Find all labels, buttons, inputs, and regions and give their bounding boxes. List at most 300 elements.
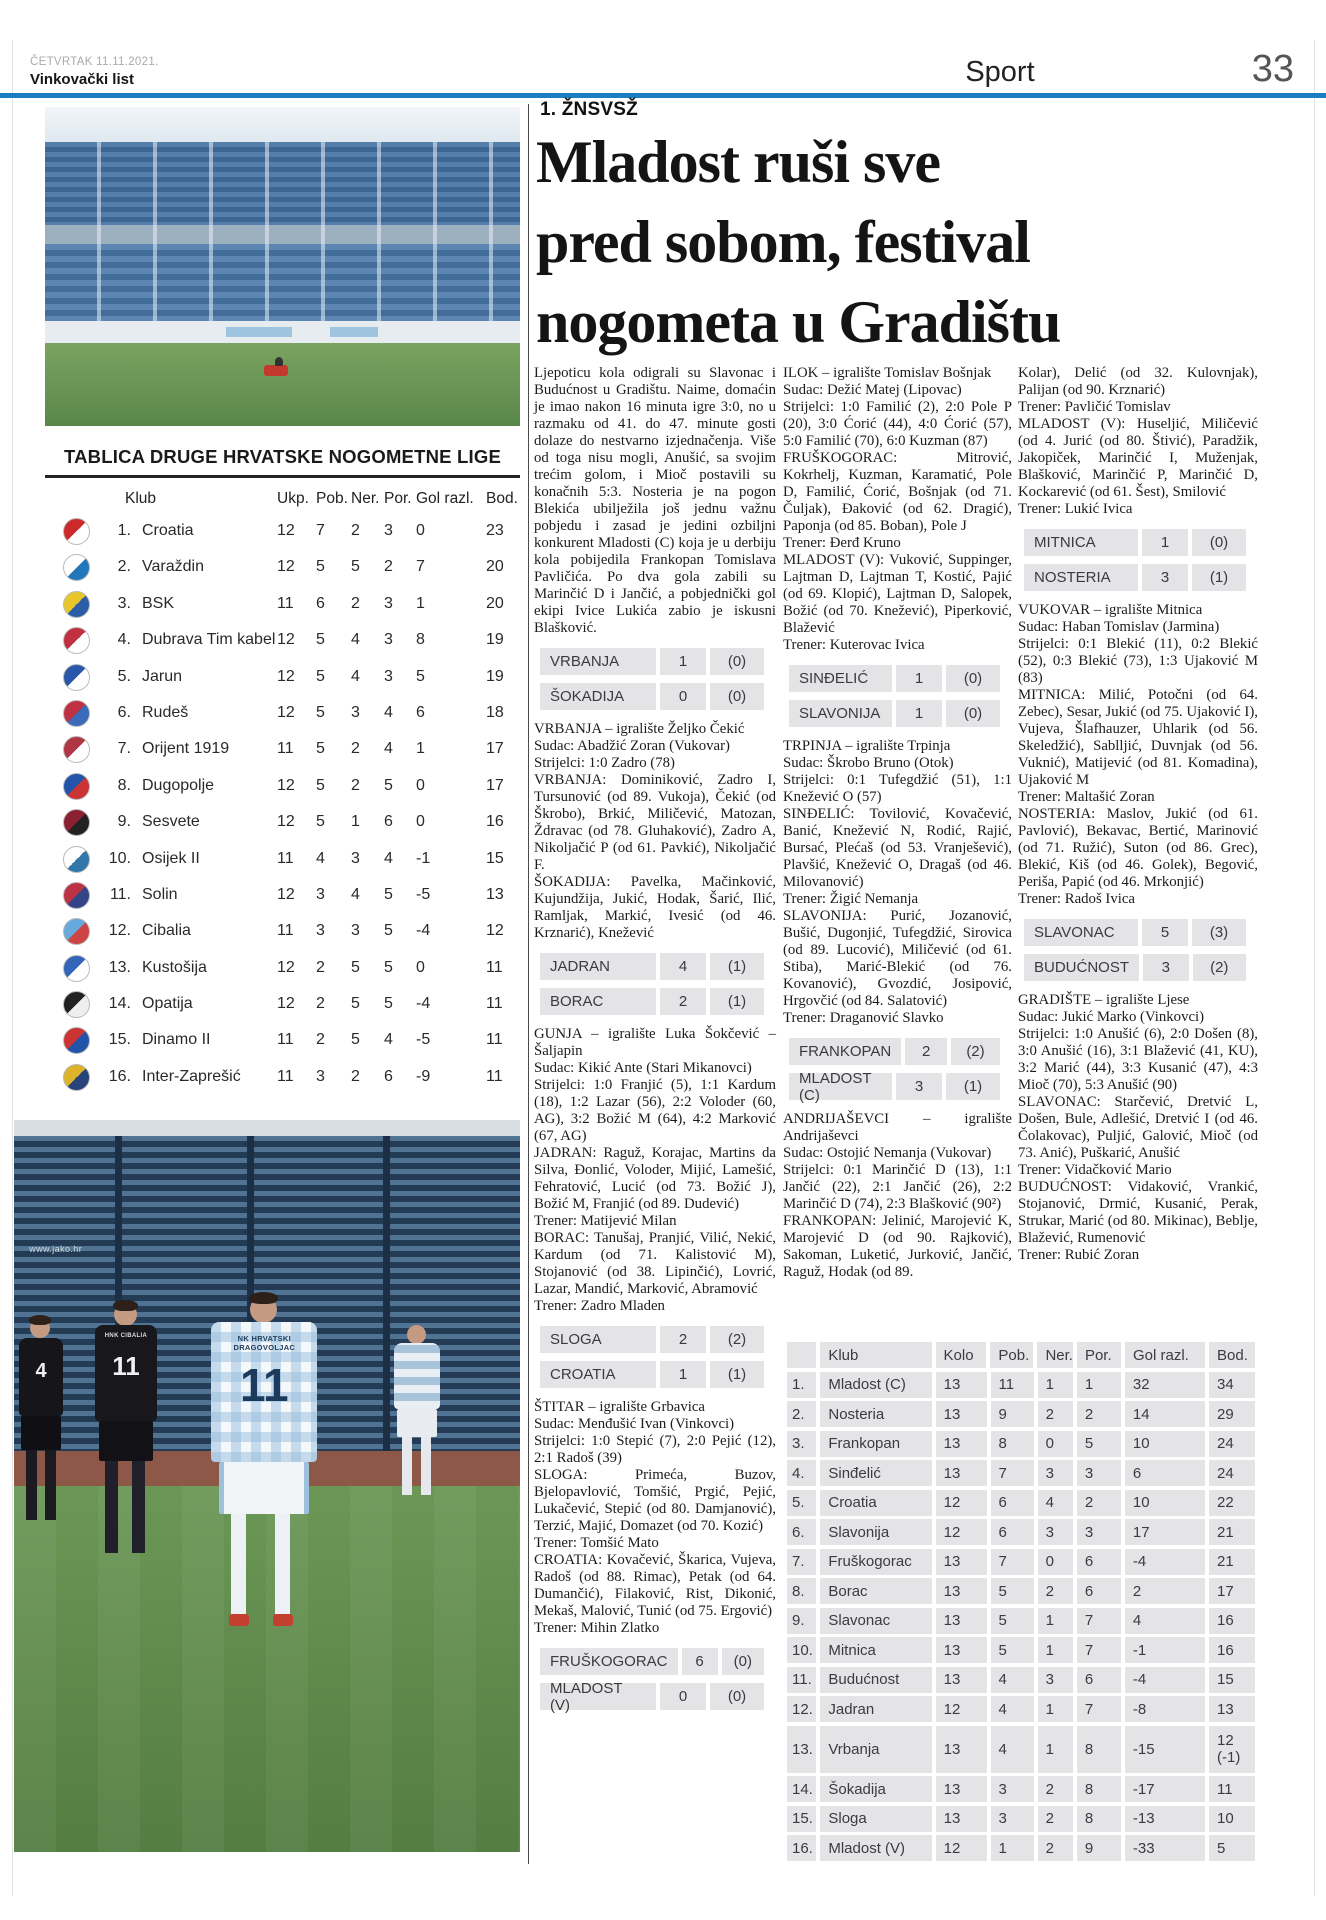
report-line: SLAVONAC: Starčević, Dretvić L, Došen, Bule, Adlešić, Dretvić I (od 46. Čolakovac), Puljić, Galović, Mioč (od 73. Anić), Puškarić, Anušić	[1018, 1094, 1258, 1161]
club-position: 11.	[109, 885, 131, 903]
stat-bod-value: 21	[1217, 1553, 1234, 1570]
scorebox-score: 4	[660, 953, 706, 980]
stat-bod-value: 21	[1217, 1523, 1234, 1541]
scorebox-row	[540, 683, 764, 710]
report-line: SLAVONIJA: Purić, Jozanović, Bušić, Dugonjić, Tufegdžić, Sirovica (od 89. Lucović), Miličević (od 61. Stiba), Marić-Blekić (od 76. Kovanović), Gvozdić, Josipović, Hrgovčić (od 84. Salatović)	[783, 908, 1012, 1009]
club-name: Fruškogorac	[820, 1549, 931, 1575]
club-position: 5.	[787, 1490, 816, 1516]
club-crest-icon	[63, 700, 90, 727]
report-line: Sudac: Haban Tomislav (Jarmina)	[1018, 619, 1220, 635]
table-row	[45, 587, 520, 623]
stat-ukp: 12	[277, 558, 295, 576]
stat-bod-note: (-1)	[1217, 1749, 1241, 1766]
scorebox-row	[540, 953, 764, 980]
standings-rows	[787, 1372, 1255, 1862]
club-position: 1.	[787, 1372, 816, 1398]
stat-kolo: 13	[936, 1431, 987, 1457]
stat-ner: 5	[351, 958, 360, 976]
match-report	[1018, 992, 1258, 1264]
report-line: GRADIŠTE – igralište Ljese	[1018, 992, 1190, 1008]
stat-por: 6	[1077, 1578, 1121, 1604]
club-name: Jarun	[142, 667, 183, 685]
stat-por: 1	[1077, 1372, 1121, 1398]
table-row	[787, 1401, 1255, 1427]
stat-pob: 5	[991, 1637, 1034, 1663]
article-kicker: 1. ŽNSVSŽ	[540, 99, 638, 120]
standings-rows	[45, 514, 520, 1096]
stat-ner: 2	[1038, 1835, 1073, 1861]
club-position: 3.	[117, 594, 131, 612]
stat-kolo: 12	[936, 1519, 987, 1545]
stat-por: 5	[384, 922, 393, 940]
scorebox-score: 1	[896, 665, 942, 692]
stadium-photo	[45, 107, 520, 426]
club-position: 2.	[787, 1401, 816, 1427]
scorebox	[789, 665, 1000, 727]
stat-ukp: 12	[277, 885, 295, 903]
scorebox-team: MITNICA	[1024, 529, 1138, 556]
photo-pitch	[45, 343, 520, 426]
club-crest-icon	[63, 518, 90, 545]
stat-gol: -5	[416, 885, 431, 903]
report-line: Kolar), Delić (od 32. Kulovnjak), Palijan (od 90. Krznarić)	[1018, 365, 1258, 398]
stat-ner: 2	[351, 776, 360, 794]
stat-pob: 7	[991, 1549, 1034, 1575]
standings-header-row	[45, 490, 520, 514]
table-row	[787, 1835, 1255, 1861]
stat-gol: -33	[1125, 1835, 1205, 1861]
scorebox-score: 1	[1142, 529, 1188, 556]
scorebox-halftime: (1)	[1192, 564, 1246, 591]
scorebox-score: 3	[1142, 564, 1188, 591]
report-line: CROATIA: Kovačević, Škarica, Vujeva, Radoš (od 88. Rimac), Petak (od 64. Dumančić), Filaković, Rist, Dikonić, Mekaš, Malović, Tunić (od 75. Ergović)	[534, 1552, 776, 1619]
stat-por: 6	[1077, 1549, 1121, 1575]
scorebox	[540, 648, 764, 710]
club-name: Jadran	[820, 1696, 931, 1722]
stat-bod-value: 11	[1217, 1780, 1233, 1798]
scorebox-team: MLADOST (V)	[540, 1683, 656, 1710]
stat-bod	[1209, 1667, 1255, 1693]
photo-ad-board	[330, 327, 378, 337]
article-headline	[536, 122, 1316, 362]
table-row	[787, 1696, 1255, 1722]
table-row	[45, 514, 520, 550]
stat-por: 6	[384, 813, 393, 831]
stat-ner: 5	[351, 995, 360, 1013]
stat-por: 3	[384, 594, 393, 612]
stat-gol: 8	[416, 631, 425, 649]
jersey-number: 11	[240, 1358, 289, 1411]
stat-pob: 4	[991, 1726, 1034, 1773]
report-line: Strijelci: 1:0 Zadro (78)	[534, 755, 675, 771]
club-position: 11.	[787, 1667, 816, 1693]
report-line: GUNJA – igralište Luka Šokčević – Šaljapin	[534, 1026, 776, 1059]
stat-bod: 13	[486, 885, 504, 903]
stat-kolo: 13	[936, 1401, 987, 1427]
stat-por: 4	[384, 1031, 393, 1049]
stat-por: 5	[384, 958, 393, 976]
table-row	[787, 1460, 1255, 1486]
club-position: 12.	[787, 1696, 816, 1722]
match-report	[1018, 365, 1258, 518]
stat-kolo: 13	[936, 1372, 987, 1398]
stat-bod: 12	[486, 922, 504, 940]
stat-pob: 4	[316, 849, 325, 867]
player-dark-4	[19, 1318, 63, 1699]
scorebox-team: MLADOST (C)	[789, 1073, 892, 1100]
stat-por: 3	[384, 667, 393, 685]
stat-ner: 3	[1038, 1667, 1073, 1693]
column-header: Kolo	[936, 1342, 987, 1368]
stat-bod	[1209, 1776, 1255, 1802]
scorebox-team: JADRAN	[540, 953, 656, 980]
table-row	[787, 1608, 1255, 1634]
stat-por: 2	[1077, 1401, 1121, 1427]
scorebox-team: SINĐELIĆ	[789, 665, 892, 692]
match-report	[783, 738, 1012, 1027]
report-line: FRUŠKOGORAC: Mitrović, Kokrhelj, Kuzman, Karamatić, Pole D, Familić, Ćorić, Bošnjak (od 71. Čuljak), Đaković (od 62. Dragić), Paponja (od 85. Boban), Pole J	[783, 450, 1012, 534]
report-line: Trener: Radoš Ivica	[1018, 891, 1135, 907]
stat-pob: 7	[991, 1460, 1034, 1486]
report-line: Trener: Lukić Ivica	[1018, 501, 1133, 517]
club-position: 8.	[117, 776, 131, 794]
stat-bod	[1209, 1372, 1255, 1398]
scorebox-team: SLOGA	[540, 1326, 656, 1353]
club-crest-icon	[63, 918, 90, 945]
stat-bod-value: 15	[1217, 1671, 1234, 1688]
club-crest-icon	[63, 773, 90, 800]
stat-pob: 3	[991, 1776, 1034, 1802]
stat-bod	[1209, 1578, 1255, 1604]
stat-bod-value: 13	[1217, 1700, 1234, 1718]
stat-pob: 6	[991, 1490, 1034, 1516]
report-line: Strijelci: 1:0 Stepić (7), 2:0 Pejić (12), 2:1 Radoš (39)	[534, 1433, 776, 1466]
stat-gol: -4	[416, 995, 431, 1013]
stat-kolo: 13	[936, 1549, 987, 1575]
stat-pob: 3	[316, 1067, 325, 1085]
standings-title: TABLICA DRUGE HRVATSKE NOGOMETNE LIGE	[63, 446, 502, 467]
photo-sky	[45, 107, 520, 142]
stat-gol: -4	[416, 922, 431, 940]
scorebox-score: 2	[660, 1326, 706, 1353]
scorebox	[1024, 919, 1246, 981]
scorebox-halftime: (1)	[710, 1361, 764, 1388]
stat-ner: 1	[351, 813, 360, 831]
stat-bod: 17	[486, 776, 504, 794]
stat-ukp: 11	[277, 849, 294, 867]
club-position: 16.	[108, 1067, 131, 1085]
match-report	[783, 365, 1012, 654]
stat-gol: -13	[1125, 1806, 1205, 1832]
stat-por: 4	[384, 849, 393, 867]
column-header	[787, 1342, 816, 1368]
stat-por: 8	[1077, 1776, 1121, 1802]
stat-ner: 4	[1038, 1490, 1073, 1516]
stat-por: 8	[1077, 1806, 1121, 1832]
page-edge-left	[12, 40, 13, 1896]
stat-bod: 18	[486, 703, 504, 721]
column-header: Por.	[1077, 1342, 1121, 1368]
stat-bod-value: 16	[1217, 1612, 1234, 1629]
club-name: Sinđelić	[820, 1460, 931, 1486]
news-column-2	[783, 365, 1012, 1281]
scorebox-score: 0	[660, 683, 706, 710]
stat-bod	[1209, 1519, 1255, 1545]
club-name: Sesvete	[142, 813, 200, 831]
scorebox-halftime: (0)	[710, 648, 764, 675]
report-line: ANDRIJAŠEVCI – igralište Andrijaševci	[783, 1111, 1012, 1144]
club-name: Croatia	[820, 1490, 931, 1516]
stat-pob: 9	[991, 1401, 1034, 1427]
column-header: Bod.	[486, 490, 518, 507]
stat-bod	[1209, 1696, 1255, 1722]
club-crest-icon	[63, 846, 90, 873]
stat-bod	[1209, 1460, 1255, 1486]
report-line: MLADOST (V): Huseljić, Miličević (od 4. Jurić (od 80. Štivić), Paradžik, Jakopiček, Marinčić I, Muženjak, Blašković, Marinčić P, Marinčić D, Kockarević (od 61. Šest), Smilović	[1018, 416, 1258, 500]
scorebox-score: 1	[660, 1361, 706, 1388]
club-position: 14.	[108, 995, 131, 1013]
scorebox-halftime: (1)	[710, 953, 764, 980]
match-photo	[14, 1120, 520, 1852]
club-name: Nosteria	[820, 1401, 931, 1427]
club-position: 2.	[117, 558, 131, 576]
stat-bod	[1209, 1835, 1255, 1861]
jersey-team-text: NK HRVATSKI DRAGOVOLJAC	[233, 1333, 296, 1352]
table-row	[45, 769, 520, 805]
stat-ukp: 12	[277, 631, 295, 649]
stat-pob: 2	[316, 958, 325, 976]
stat-ner: 1	[1038, 1696, 1073, 1722]
stat-bod: 11	[486, 995, 503, 1013]
stat-pob: 5	[316, 813, 325, 831]
club-position: 7.	[787, 1549, 816, 1575]
stat-pob: 5	[316, 740, 325, 758]
headline-line-3: nogometa u Gradištu	[536, 289, 1061, 355]
stat-kolo: 13	[936, 1637, 987, 1663]
column-header: Ukp.	[277, 490, 309, 507]
report-line: BUDUĆNOST: Vidaković, Vrankić, Stojanović, Drmić, Kusanić, Perak, Strukar, Marić (od 80. Mikinac), Beblje, Blažević, Rumenović	[1018, 1179, 1258, 1246]
scorebox-halftime: (1)	[946, 1073, 1000, 1100]
report-line: Trener: Rubić Zoran	[1018, 1247, 1140, 1263]
report-line: Sudac: Ostojić Nemanja (Vukovar)	[783, 1145, 992, 1161]
scorebox-row	[789, 665, 1000, 692]
stat-pob: 8	[991, 1431, 1034, 1457]
club-name: Borac	[820, 1578, 931, 1604]
stat-bod	[1209, 1637, 1255, 1663]
match-report	[534, 721, 776, 942]
stat-ukp: 12	[277, 703, 295, 721]
report-line: Trener: Kuterovac Ivica	[783, 637, 925, 653]
table-row	[45, 842, 520, 878]
stat-bod-value: 34	[1217, 1376, 1234, 1393]
stat-pob: 6	[991, 1519, 1034, 1545]
stat-bod-value: 29	[1217, 1405, 1234, 1423]
table-row	[45, 732, 520, 768]
stat-bod	[1209, 1431, 1255, 1457]
masthead-date: ČETVRTAK 11.11.2021.	[30, 56, 159, 68]
scorebox-score: 5	[1142, 919, 1188, 946]
scorebox-team: BORAC	[540, 988, 656, 1015]
club-name: Dinamo II	[142, 1031, 211, 1049]
scorebox-score: 6	[682, 1648, 718, 1675]
stat-gol: -5	[416, 1031, 431, 1049]
club-name: Croatia	[142, 522, 194, 539]
lead-paragraph: Ljepoticu kola odigrali su Slavonac i Budućnost u Gradištu. Naime, domaćin je imao nakon 16 minuta igre 3:0, no u razmaku od 41. do 47. minute gosti dolaze do nestvarno izjednačenja. Više od toga nisu mogli, Anušić, sa svojim trećim golom, i Mioč postavili su konačnih 5:3. Nosteria je na pogon Blekića ubilježila još jednu važnu pobjedu i zasad je jedini ozbiljni konkurent Mladosti (C) koja je u derbiju kola pobijedila Frankopan Tomislava Pavličića. Po dva gola zabili su Marinčić D i Jančić, a pobjednički gol ekipi Ivice Lukića zabio je iskusni Blašković.	[534, 365, 776, 636]
column-header: Gol razl.	[1125, 1342, 1205, 1368]
stat-ner: 3	[351, 849, 360, 867]
club-position: 12.	[108, 922, 131, 940]
masthead-rule	[0, 93, 1326, 98]
club-name: Kustošija	[142, 958, 207, 976]
club-name: Opatija	[142, 995, 193, 1013]
stat-pob: 5	[316, 667, 325, 685]
stat-pob: 5	[991, 1578, 1034, 1604]
player-dragovoljac-11	[211, 1296, 317, 1823]
club-crest-icon	[63, 664, 90, 691]
stat-bod-value: 12	[1217, 1732, 1234, 1749]
report-line: Strijelci: 1:0 Franjić (5), 1:1 Kardum (18), 1:2 Lazar (56), 2:2 Voloder (60, AG), 3:2 Božić M (64), 4:2 Marković (67, AG)	[534, 1077, 776, 1144]
club-position: 4.	[117, 631, 131, 649]
stat-pob: 4	[991, 1667, 1034, 1693]
stat-ner: 2	[1038, 1806, 1073, 1832]
report-line: Trener: Mihin Zlatko	[534, 1620, 660, 1636]
scorebox-team: BUDUĆNOST	[1024, 954, 1139, 981]
stat-bod: 19	[486, 667, 504, 685]
stat-por: 2	[1077, 1490, 1121, 1516]
stat-ner: 2	[1038, 1578, 1073, 1604]
stat-ukp: 12	[277, 958, 295, 976]
club-position: 15.	[787, 1806, 816, 1832]
stat-por: 7	[1077, 1608, 1121, 1634]
stat-gol: 10	[1125, 1490, 1205, 1516]
stat-gol: 6	[1125, 1460, 1205, 1486]
report-line: VRBANJA: Dominiković, Zadro I, Tursunović (od 89. Vukoja), Čekić (od Škrobo), Brkić, Miličević, Matozan, Ždravac (od 78. Gluhaković), Zadro A, Nikoljačić P (od 61. Pavkić), Nikoljačić F.	[534, 772, 776, 873]
scorebox-team: FRUŠKOGORAC	[540, 1648, 678, 1675]
stat-por: 5	[384, 995, 393, 1013]
stat-pob: 5	[316, 776, 325, 794]
report-line: Trener: Žigić Nemanja	[783, 891, 919, 907]
column-header: Ner.	[1037, 1342, 1073, 1368]
photo-pillar	[383, 1136, 390, 1451]
stat-ukp: 11	[277, 594, 294, 612]
report-line: Trener: Zadro Mladen	[534, 1298, 665, 1314]
scorebox-score: 1	[660, 648, 706, 675]
column-header: Klub	[820, 1342, 931, 1368]
stat-gol: 32	[1125, 1372, 1205, 1398]
report-line: Trener: Draganović Slavko	[783, 1010, 944, 1026]
stat-gol: 0	[416, 958, 425, 976]
table-row	[787, 1806, 1255, 1832]
scorebox-row	[540, 648, 764, 675]
scorebox	[540, 1648, 764, 1714]
stat-gol: 6	[416, 703, 425, 721]
report-line: Strijelci: 0:1 Marinčić D (13), 1:1 Jančić (22), 2:1 Jančić (26), 2:2 Marinčić D (74), 2:3 Blašković (90²)	[783, 1162, 1012, 1212]
stat-pob: 5	[316, 631, 325, 649]
scorebox-score: 3	[896, 1073, 942, 1100]
stat-ner: 2	[351, 740, 360, 758]
stat-bod: 16	[486, 813, 504, 831]
table-row	[787, 1578, 1255, 1604]
table-row	[787, 1726, 1255, 1773]
stat-bod-value: 24	[1217, 1464, 1234, 1482]
stat-ner: 2	[1038, 1401, 1073, 1427]
scorebox-row	[1024, 529, 1246, 556]
scorebox	[540, 1326, 764, 1388]
scorebox-halftime: (1)	[710, 988, 764, 1015]
scorebox-team: ŠOKADIJA	[540, 683, 656, 710]
stat-kolo: 13	[936, 1460, 987, 1486]
stat-ner: 1	[1038, 1372, 1073, 1398]
stat-kolo: 13	[936, 1578, 987, 1604]
club-crest-icon	[63, 736, 90, 763]
club-name: Budućnost	[820, 1667, 931, 1693]
stat-ukp: 12	[277, 776, 295, 794]
stat-ner: 3	[351, 922, 360, 940]
masthead-section: Sport	[965, 56, 1035, 88]
headline-line-1: Mladost ruši sve	[536, 129, 940, 195]
table-row	[45, 987, 520, 1023]
stat-bod: 11	[486, 958, 503, 976]
stat-ner: 0	[1038, 1549, 1073, 1575]
jersey-number: 11	[112, 1351, 140, 1381]
club-position: 4.	[787, 1460, 816, 1486]
stat-bod: 17	[486, 740, 504, 758]
photo-ad-board	[226, 327, 293, 337]
stat-ukp: 12	[277, 813, 295, 831]
stat-pob: 2	[316, 1031, 325, 1049]
column-header: Pob.	[316, 490, 348, 507]
stat-bod: 15	[486, 849, 504, 867]
table-row	[45, 696, 520, 732]
scorebox-row	[1024, 564, 1246, 591]
report-line: Sudac: Abadžić Zoran (Vukovar)	[534, 738, 730, 754]
stat-por: 6	[1077, 1667, 1121, 1693]
report-line: TRPINJA – igralište Trpinja	[783, 738, 951, 754]
scorebox	[540, 953, 764, 1015]
club-name: Rudeš	[142, 703, 189, 721]
stat-kolo: 12	[936, 1490, 987, 1516]
column-header: Por.	[384, 490, 412, 507]
club-crest-icon	[63, 1064, 90, 1091]
club-name: Slavonac	[820, 1608, 931, 1634]
club-position: 9.	[787, 1608, 816, 1634]
stat-pob: 3	[316, 885, 325, 903]
stat-bod	[1209, 1549, 1255, 1575]
scorebox-score: 2	[905, 1038, 947, 1065]
scorebox-team: SLAVONAC	[1024, 919, 1138, 946]
report-line: VUKOVAR – igralište Mitnica	[1018, 602, 1203, 618]
stat-gol: 1	[416, 740, 425, 758]
stat-bod: 19	[486, 631, 504, 649]
stat-pob: 4	[991, 1696, 1034, 1722]
club-position: 5.	[117, 667, 131, 685]
stat-gol: 0	[416, 776, 425, 794]
scorebox-halftime: (0)	[946, 665, 1000, 692]
table-row	[45, 805, 520, 841]
news-column-3	[1018, 365, 1258, 1264]
headline-line-2: pred sobom, festival	[536, 209, 1030, 275]
report-line: ILOK – igralište Tomislav Bošnjak	[783, 365, 992, 381]
stat-pob: 5	[316, 558, 325, 576]
photo-stairs	[45, 142, 520, 321]
scorebox-team: FRANKOPAN	[789, 1038, 901, 1065]
stat-gol: -17	[1125, 1776, 1205, 1802]
club-position: 8.	[787, 1578, 816, 1604]
column-header: Ner.	[351, 490, 380, 507]
report-line: Trener: Vidačković Mario	[1018, 1162, 1172, 1178]
stat-kolo: 13	[936, 1806, 987, 1832]
stat-ner: 4	[351, 885, 360, 903]
